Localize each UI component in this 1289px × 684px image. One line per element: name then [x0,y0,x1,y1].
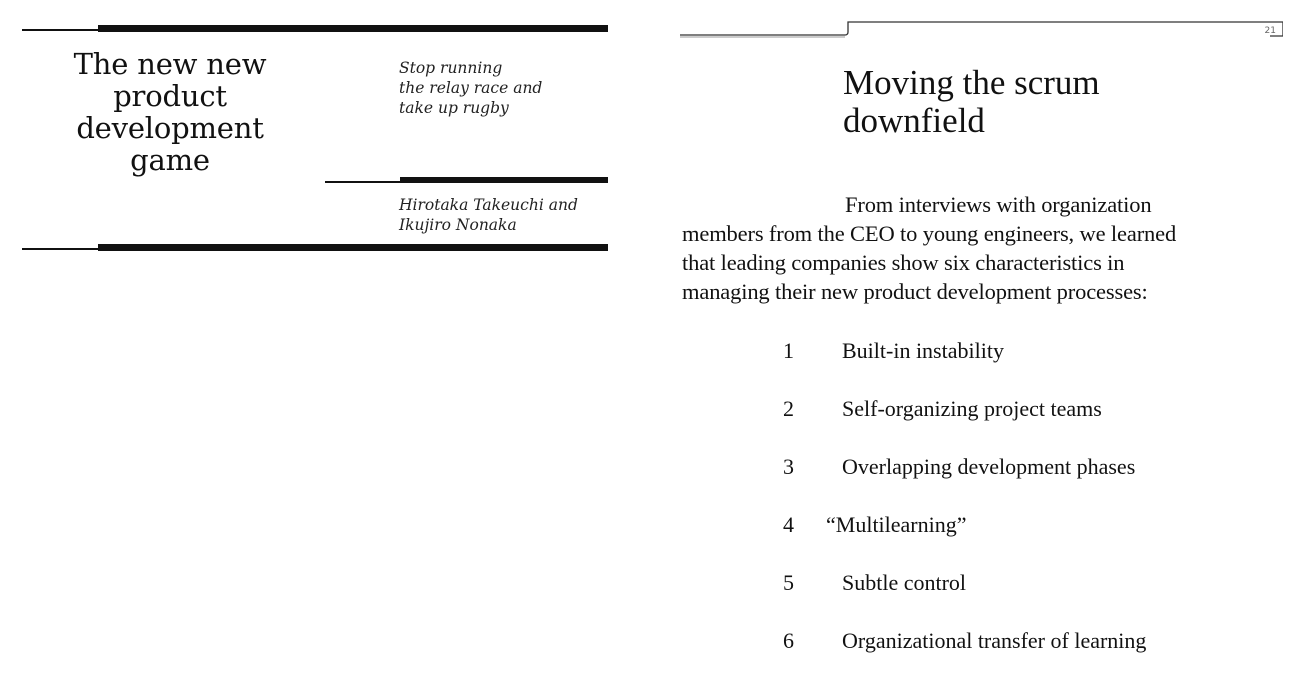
intro-line: that leading companies show six characteristics in [682,250,1125,275]
author-rule-thick [400,177,608,183]
list-item [675,394,1289,452]
top-rule-thick [98,25,608,32]
author-line: Hirotaka Takeuchi and [399,196,578,214]
intro-line: managing their new product development processes: [682,279,1148,304]
section-heading [843,64,1263,140]
author-rule-thin [325,181,403,183]
top-rule-thin [22,29,100,31]
right-page [675,0,1289,673]
bottom-rule-thick [98,244,608,251]
item-number: 2 [783,396,794,421]
article-title [20,48,320,176]
page-header-rule [680,20,1283,38]
item-number: 1 [783,338,794,363]
bottom-rule-thin [22,248,100,250]
title-line: game [130,143,210,177]
list-item [675,510,1289,568]
title-line: The new new [73,47,267,81]
subtitle-line: take up rugby [399,99,509,117]
item-label: Self-organizing project teams [842,396,1102,421]
item-label: Built-in instability [842,338,1004,363]
article-authors [399,195,619,235]
subtitle-line: Stop running [399,59,503,77]
characteristics-list [675,336,1289,684]
list-item [675,336,1289,394]
subtitle-line: the relay race and [399,79,543,97]
intro-line: From interviews with organization [845,192,1152,217]
list-item [675,568,1289,626]
item-label: Subtle control [842,570,967,595]
left-page [0,0,620,673]
author-line: Ikujiro Nonaka [399,216,517,234]
title-line: product development [76,79,264,145]
item-label: Organizational transfer of learning [842,628,1147,653]
item-label: Overlapping development phases [842,454,1136,479]
heading-line: Moving the scrum [843,63,1100,102]
item-label: “Multilearning” [826,512,967,537]
item-number: 5 [783,570,794,595]
item-number: 4 [783,512,794,537]
intro-paragraph [682,190,1287,306]
page-marker: 21 [1264,26,1276,36]
intro-line: members from the CEO to young engineers, we learned [682,221,1177,246]
item-number: 3 [783,454,794,479]
list-item [675,626,1289,684]
heading-line: downfield [843,101,985,140]
item-number: 6 [783,628,794,653]
article-subtitle [399,58,619,118]
list-item [675,452,1289,510]
